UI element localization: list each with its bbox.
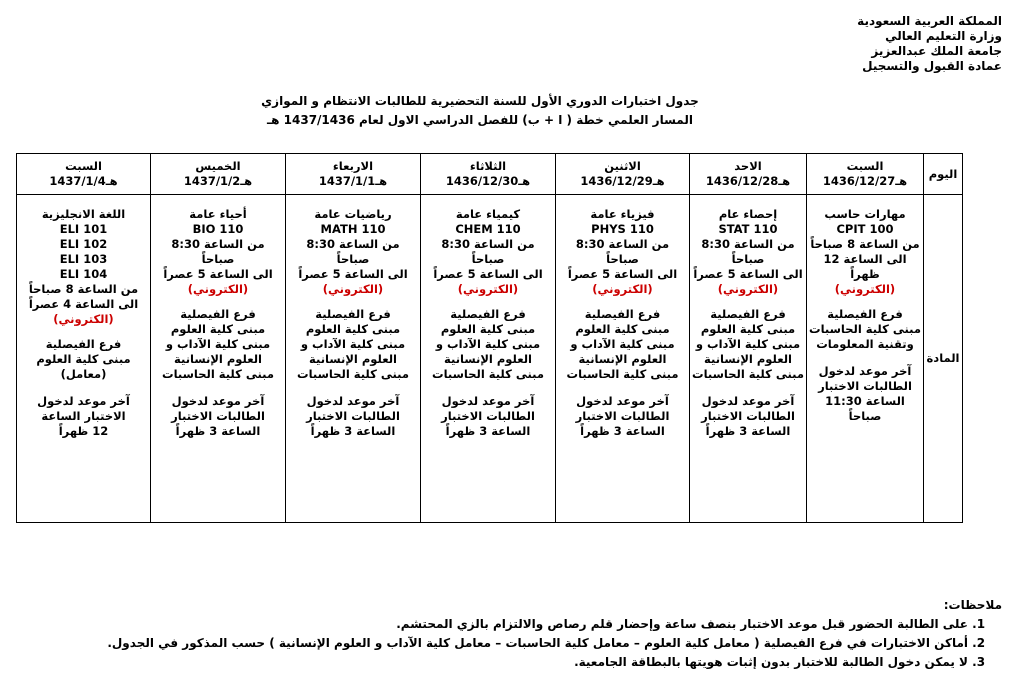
note-item: 3. لا يمكن دخول الطالبة للاختبار بدون إثبات هويتها بالبطاقة الجامعية. [42, 653, 968, 672]
subject-cell [286, 195, 421, 523]
day-name: الاثنين [604, 159, 641, 173]
header-ministry: وزارة التعليم العالي [885, 29, 1002, 43]
note-item: 2. أماكن الاختبارات في فرع الفيصلية ( معامل كلية العلوم – معامل كلية الحاسبات – معامل كلية الآداب و العلوم الإنسانية ) حسب المذكور في الجدول. [42, 634, 968, 653]
deadline-line: الساعة 3 ظهراً [705, 424, 791, 438]
location-line: فرع الفيصلية [710, 307, 786, 321]
spacer [692, 297, 804, 307]
day-date: 1436/12/29هـ [580, 174, 665, 188]
location-line: مبنى كلية الحاسبات [297, 367, 409, 381]
subject-cell [556, 195, 690, 523]
day-date: 1436/12/30هـ [445, 174, 531, 188]
deadline-line: آخر موعد لدخول [818, 364, 912, 378]
day-header-row [17, 154, 963, 195]
deadline-line: 12 ظهراً [58, 424, 109, 438]
location-line: (معامل) [60, 367, 107, 381]
location-line: وتقنية المعلومات [816, 337, 914, 351]
time-line: من الساعة 8:30 [171, 237, 265, 251]
location-line: مبنى كلية العلوم [700, 322, 796, 336]
spacer [809, 297, 921, 307]
schedule-subtitle: المسار العلمي خطة ( ا + ب) للفصل الدراسي الاول لعام 1437/1436 هـ [267, 113, 693, 127]
location-line: العلوم الإنسانية [444, 352, 532, 366]
day-header [556, 154, 690, 195]
header-country: المملكة العربية السعودية [857, 14, 1002, 28]
deadline-line: الاختبار الساعة [41, 409, 126, 423]
subject-cell [421, 195, 556, 523]
day-header [17, 154, 151, 195]
mode-label: (الكتروني) [53, 312, 114, 326]
subject-line: ELI 101 [59, 222, 108, 236]
location-line: مبنى كلية العلوم [170, 322, 266, 336]
deadline-line: الطالبات الاختبار [171, 409, 265, 423]
location-line: مبنى كلية الآداب و [165, 337, 271, 351]
day-date: 1437/1/1هـ [318, 174, 388, 188]
deadline-line: الساعة 11:30 [825, 394, 905, 408]
location-line: العلوم الإنسانية [309, 352, 397, 366]
exam-schedule-table [16, 153, 963, 523]
subject-cell [17, 195, 151, 523]
location-line: مبنى كلية الآداب و [695, 337, 801, 351]
day-header [151, 154, 286, 195]
location-line: العلوم الإنسانية [704, 352, 792, 366]
deadline-line: آخر موعد لدخول [306, 394, 400, 408]
location-line: مبنى كلية الحاسبات [162, 367, 274, 381]
subject-cell [151, 195, 286, 523]
location-line: فرع الفيصلية [315, 307, 391, 321]
subject-line: اللغة الانجليزية [41, 207, 126, 221]
location-line: مبنى كلية العلوم [575, 322, 670, 336]
subject-row [17, 195, 963, 523]
deadline-line: الطالبات الاختبار [818, 379, 912, 393]
deadline-line: الساعة 3 ظهراً [445, 424, 531, 438]
time-line: من الساعة 8:30 [306, 237, 400, 251]
day-name: السبت [65, 159, 102, 173]
spacer [423, 382, 553, 394]
location-line: مبنى كلية الآداب و [300, 337, 406, 351]
deadline-line: الطالبات الاختبار [701, 409, 795, 423]
row-label-day: اليوم [924, 154, 963, 195]
subject-cell [690, 195, 807, 523]
location-line: مبنى كلية الحاسبات [692, 367, 804, 381]
subject-line: MATH 110 [320, 222, 386, 236]
day-header [690, 154, 807, 195]
schedule-title: جدول اختبارات الدوري الأول للسنة التحضيرية للطالبات الانتظام و الموازي [261, 94, 699, 108]
day-name: الاربعاء [332, 159, 374, 173]
deadline-line: صباحاً [848, 409, 882, 423]
mode-label: (الكتروني) [834, 282, 896, 296]
spacer [423, 297, 553, 307]
day-name: السبت [846, 159, 884, 173]
subject-line: CPIT 100 [836, 222, 894, 236]
header-university: جامعة الملك عبدالعزيز [871, 44, 1002, 58]
location-line: مبنى كلية الآداب و [435, 337, 541, 351]
location-line: مبنى كلية الآداب و [570, 337, 675, 351]
day-name: الثلاثاء [469, 159, 507, 173]
subject-line: إحصاء عام [718, 207, 778, 221]
subject-line: CHEM 110 [455, 222, 521, 236]
mode-label: (الكتروني) [457, 282, 519, 296]
deadline-line: آخر موعد لدخول [37, 394, 130, 408]
spacer [288, 297, 418, 307]
spacer [558, 382, 687, 394]
deadline-line: آخر موعد لدخول [701, 394, 795, 408]
subject-cell [807, 195, 924, 523]
location-line: مبنى كلية الحاسبات [809, 322, 921, 336]
subject-line: PHYS 110 [591, 222, 654, 236]
deadline-line: الساعة 3 ظهراً [580, 424, 665, 438]
location-line: مبنى كلية العلوم [440, 322, 536, 336]
time-line: الى الساعة 5 عصراً [567, 267, 678, 281]
spacer [153, 382, 283, 394]
header-deanship: عمادة القبول والتسجيل [862, 59, 1002, 73]
subject-line: ELI 102 [59, 237, 108, 251]
time-line: صباحاً [201, 252, 235, 266]
spacer [153, 297, 283, 307]
mode-label: (الكتروني) [717, 282, 779, 296]
subject-line: ELI 103 [59, 252, 108, 266]
ministry-header [772, 14, 1002, 74]
time-line: الى الساعة 4 عصراً [28, 297, 139, 311]
time-line: الى الساعة 5 عصراً [433, 267, 543, 281]
subject-line: رياضيات عامة [314, 207, 392, 221]
day-date: 1436/12/28هـ [705, 174, 791, 188]
spacer [558, 297, 687, 307]
day-header [421, 154, 556, 195]
deadline-line: الساعة 3 ظهراً [310, 424, 396, 438]
notes-section [42, 596, 1002, 672]
time-line: الى الساعة 5 عصراً [298, 267, 408, 281]
time-line: صباحاً [606, 252, 639, 266]
subject-line: كيمياء عامة [455, 207, 521, 221]
note-item: 1. على الطالبة الحضور قبل موعد الاختبار بنصف ساعة وإحضار قلم رصاص والالتزام بالزي المحتشم. [42, 615, 968, 634]
location-line: فرع الفيصلية [180, 307, 256, 321]
subject-line: BIO 110 [192, 222, 244, 236]
location-line: مبنى كلية الحاسبات [432, 367, 544, 381]
deadline-line: آخر موعد لدخول [171, 394, 265, 408]
deadline-line: الطالبات الاختبار [575, 409, 670, 423]
deadline-line: آخر موعد لدخول [576, 394, 669, 408]
location-line: فرع الفيصلية [827, 307, 903, 321]
time-line: الى الساعة 12 [823, 252, 907, 266]
time-line: من الساعة 8:30 [441, 237, 535, 251]
location-line: مبنى كلية العلوم [305, 322, 401, 336]
day-date: 1436/12/27هـ [822, 174, 908, 188]
location-line: العلوم الإنسانية [578, 352, 667, 366]
deadline-line: الطالبات الاختبار [306, 409, 400, 423]
subject-line: STAT 110 [718, 222, 778, 236]
subject-line: فيزياء عامة [590, 207, 655, 221]
day-date: 1437/1/4هـ [49, 174, 118, 188]
spacer [692, 382, 804, 394]
spacer [809, 352, 921, 364]
mode-label: (الكتروني) [592, 282, 653, 296]
deadline-line: الساعة 3 ظهراً [175, 424, 261, 438]
day-header [286, 154, 421, 195]
time-line: من الساعة 8 صباحاً [28, 282, 139, 296]
time-line: صباحاً [471, 252, 505, 266]
time-line: من الساعة 8:30 [575, 237, 670, 251]
day-name: الاحد [734, 159, 762, 173]
mode-label: (الكتروني) [322, 282, 384, 296]
location-line: مبنى كلية العلوم [36, 352, 131, 366]
day-name: الخميس [195, 159, 241, 173]
time-line: ظهراً [850, 267, 880, 281]
subject-line: أحياء عامة [189, 207, 247, 221]
time-line: الى الساعة 5 عصراً [163, 267, 273, 281]
time-line: الى الساعة 5 عصراً [693, 267, 803, 281]
day-date: 1437/1/2هـ [183, 174, 253, 188]
location-line: فرع الفيصلية [45, 337, 122, 351]
subject-line: ELI 104 [59, 267, 108, 281]
time-line: صباحاً [336, 252, 370, 266]
mode-label: (الكتروني) [187, 282, 249, 296]
location-line: فرع الفيصلية [584, 307, 661, 321]
spacer [19, 327, 148, 337]
spacer [19, 382, 148, 394]
location-line: مبنى كلية الحاسبات [566, 367, 679, 381]
time-line: من الساعة 8 صباحاً [810, 237, 920, 251]
time-line: صباحاً [731, 252, 765, 266]
day-header [807, 154, 924, 195]
row-label-subject: المادة [924, 195, 963, 523]
deadline-line: الطالبات الاختبار [441, 409, 535, 423]
deadline-line: آخر موعد لدخول [441, 394, 535, 408]
location-line: فرع الفيصلية [450, 307, 526, 321]
location-line: العلوم الإنسانية [174, 352, 262, 366]
subject-line: مهارات حاسب [824, 207, 906, 221]
time-line: من الساعة 8:30 [701, 237, 795, 251]
spacer [288, 382, 418, 394]
notes-heading: ملاحظات: [943, 598, 1002, 612]
